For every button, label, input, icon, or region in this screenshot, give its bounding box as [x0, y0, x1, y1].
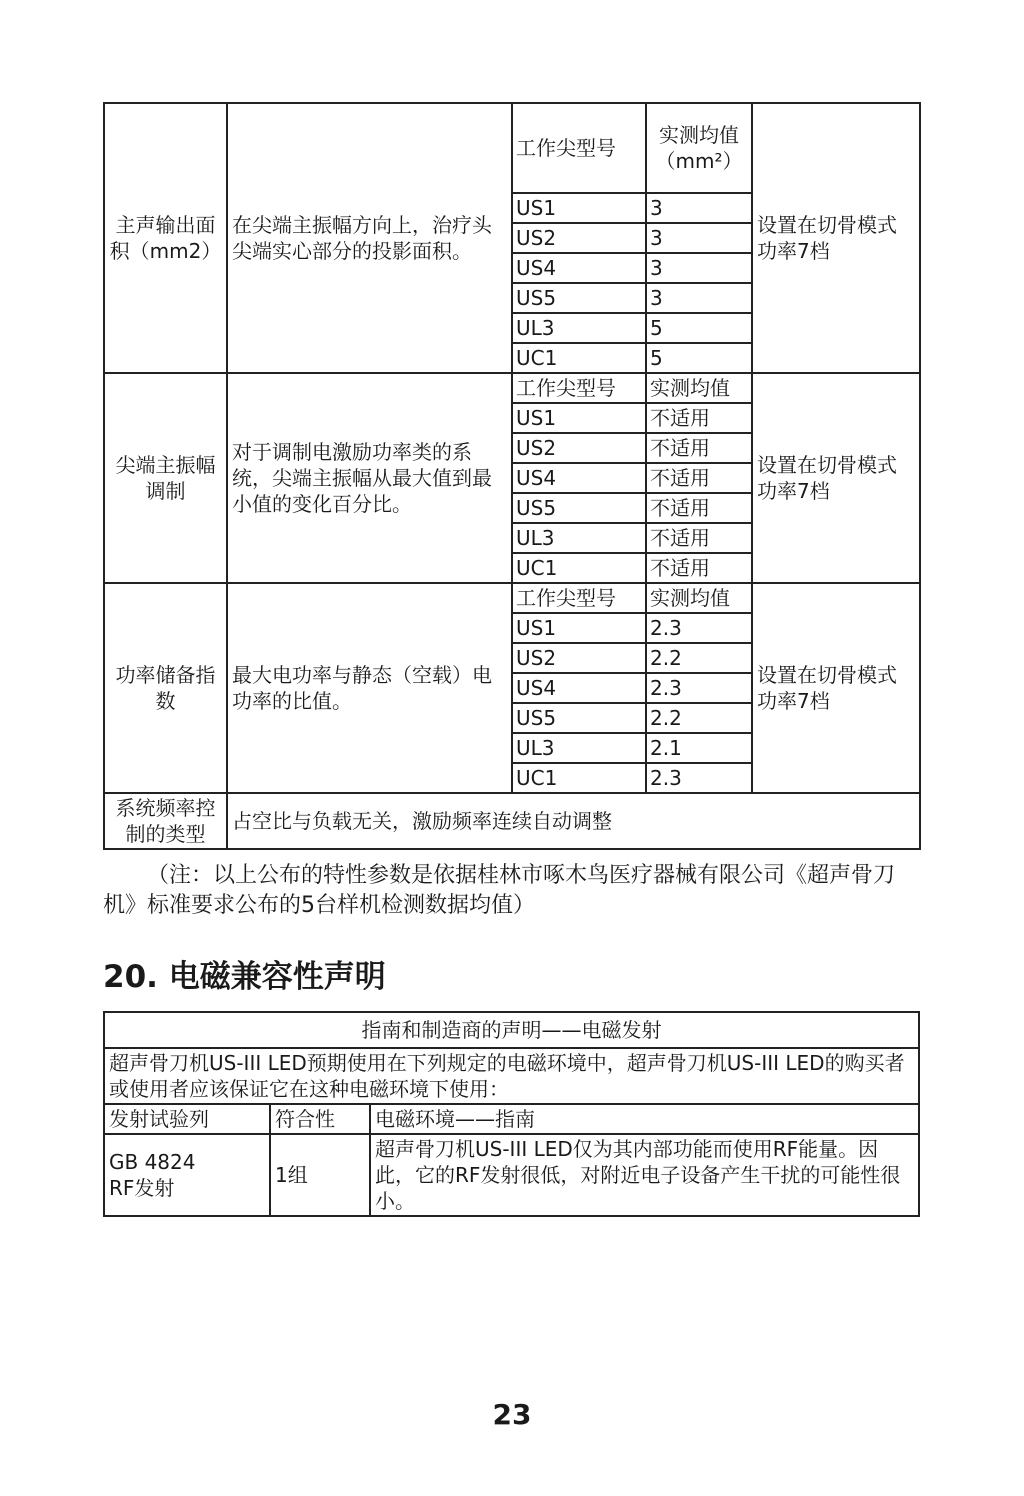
param-condition-power-reserve: 设置在切骨模式功率7档 [752, 583, 920, 793]
emc-header-guidance: 电磁环境——指南 [370, 1104, 919, 1134]
col-header-value [646, 103, 752, 193]
measured-value: 3 [646, 283, 752, 313]
footnote [103, 861, 919, 921]
param-name-amplitude-modulation: 尖端主振幅调制 [104, 373, 227, 583]
tip-model: UL3 [512, 313, 646, 343]
measured-value: 不适用 [646, 553, 752, 583]
emc-intro-row [104, 1048, 919, 1104]
measured-value: 2.1 [646, 733, 752, 763]
col-header-value: 实测均值 [646, 373, 752, 403]
footnote-text: （注：以上公布的特性参数是依据桂林市啄木鸟医疗器械有限公司《超声骨刀机》标准要求公布的5台样机检测数据均值） [103, 863, 896, 918]
param-name-frequency-control: 系统频率控制的类型 [104, 793, 227, 849]
tip-model: US1 [512, 613, 646, 643]
emc-header-test: 发射试验列 [104, 1104, 270, 1134]
page-number: 23 [492, 1398, 532, 1431]
measured-value: 2.2 [646, 703, 752, 733]
emc-intro-text: 超声骨刀机US-III LED预期使用在下列规定的电磁环境中，超声骨刀机US-III LED的购买者或使用者应该保证它在这种电磁环境下使用： [104, 1048, 919, 1104]
param-desc-output-area: 在尖端主振幅方向上，治疗头尖端实心部分的投影面积。 [227, 103, 512, 373]
spec-table [103, 102, 921, 850]
col-header-tip: 工作尖型号 [512, 583, 646, 613]
emc-guidance-text: 超声骨刀机US-III LED仅为其内部功能而使用RF能量。因此，它的RF发射很低，对附近电子设备产生干扰的可能性很小。 [370, 1134, 919, 1216]
emc-table [103, 1011, 920, 1217]
emc-test-standard: GB 4824 [109, 1150, 196, 1174]
measured-value: 3 [646, 253, 752, 283]
spec-row-frequency-control [104, 793, 920, 849]
emc-test-cell [104, 1134, 270, 1216]
param-condition-amplitude-modulation: 设置在切骨模式功率7档 [752, 373, 920, 583]
emc-header-compliance: 符合性 [270, 1104, 370, 1134]
measured-value: 2.3 [646, 613, 752, 643]
measured-value: 不适用 [646, 433, 752, 463]
param-desc-power-reserve: 最大电功率与静态（空载）电功率的比值。 [227, 583, 512, 793]
tip-model: US1 [512, 193, 646, 223]
param-name-power-reserve: 功率储备指数 [104, 583, 227, 793]
tip-model: UL3 [512, 523, 646, 553]
section-heading: 20. 电磁兼容性声明 [103, 959, 386, 995]
measured-value: 3 [646, 223, 752, 253]
tip-model: UL3 [512, 733, 646, 763]
param-condition-output-area: 设置在切骨模式功率7档 [752, 103, 920, 373]
measured-value: 2.3 [646, 763, 752, 793]
measured-value: 不适用 [646, 493, 752, 523]
tip-model: US5 [512, 283, 646, 313]
param-desc-amplitude-modulation: 对于调制电激励功率类的系统，尖端主振幅从最大值到最小值的变化百分比。 [227, 373, 512, 583]
tip-model: US4 [512, 253, 646, 283]
tip-model: US2 [512, 643, 646, 673]
emc-test-type: RF发射 [109, 1176, 175, 1200]
tip-model: UC1 [512, 763, 646, 793]
col-header-value-unit: （mm²） [655, 149, 743, 173]
col-header-tip: 工作尖型号 [512, 373, 646, 403]
measured-value: 不适用 [646, 403, 752, 433]
measured-value: 5 [646, 313, 752, 343]
param-name-output-area: 主声输出面积（mm2） [104, 103, 227, 373]
param-desc-frequency-control: 占空比与负载无关，激励频率连续自动调整 [227, 793, 920, 849]
emc-compliance-value: 1组 [270, 1134, 370, 1216]
measured-value: 5 [646, 343, 752, 373]
measured-value: 不适用 [646, 523, 752, 553]
spec-row-power-reserve [104, 583, 920, 613]
col-header-value-label: 实测均值 [659, 123, 739, 147]
tip-model: US2 [512, 433, 646, 463]
tip-model: UC1 [512, 553, 646, 583]
col-header-tip: 工作尖型号 [512, 103, 646, 193]
emc-table-title: 指南和制造商的声明——电磁发射 [104, 1012, 919, 1048]
tip-model: US1 [512, 403, 646, 433]
tip-model: US4 [512, 673, 646, 703]
tip-model: UC1 [512, 343, 646, 373]
spec-row-amplitude-modulation [104, 373, 920, 403]
tip-model: US5 [512, 493, 646, 523]
tip-model: US4 [512, 463, 646, 493]
emc-data-row [104, 1134, 919, 1216]
measured-value: 3 [646, 193, 752, 223]
tip-model: US2 [512, 223, 646, 253]
measured-value: 2.3 [646, 673, 752, 703]
spec-row-output-area [104, 103, 920, 193]
emc-header-row [104, 1104, 919, 1134]
tip-model: US5 [512, 703, 646, 733]
emc-title-row [104, 1012, 919, 1048]
measured-value: 2.2 [646, 643, 752, 673]
measured-value: 不适用 [646, 463, 752, 493]
col-header-value: 实测均值 [646, 583, 752, 613]
